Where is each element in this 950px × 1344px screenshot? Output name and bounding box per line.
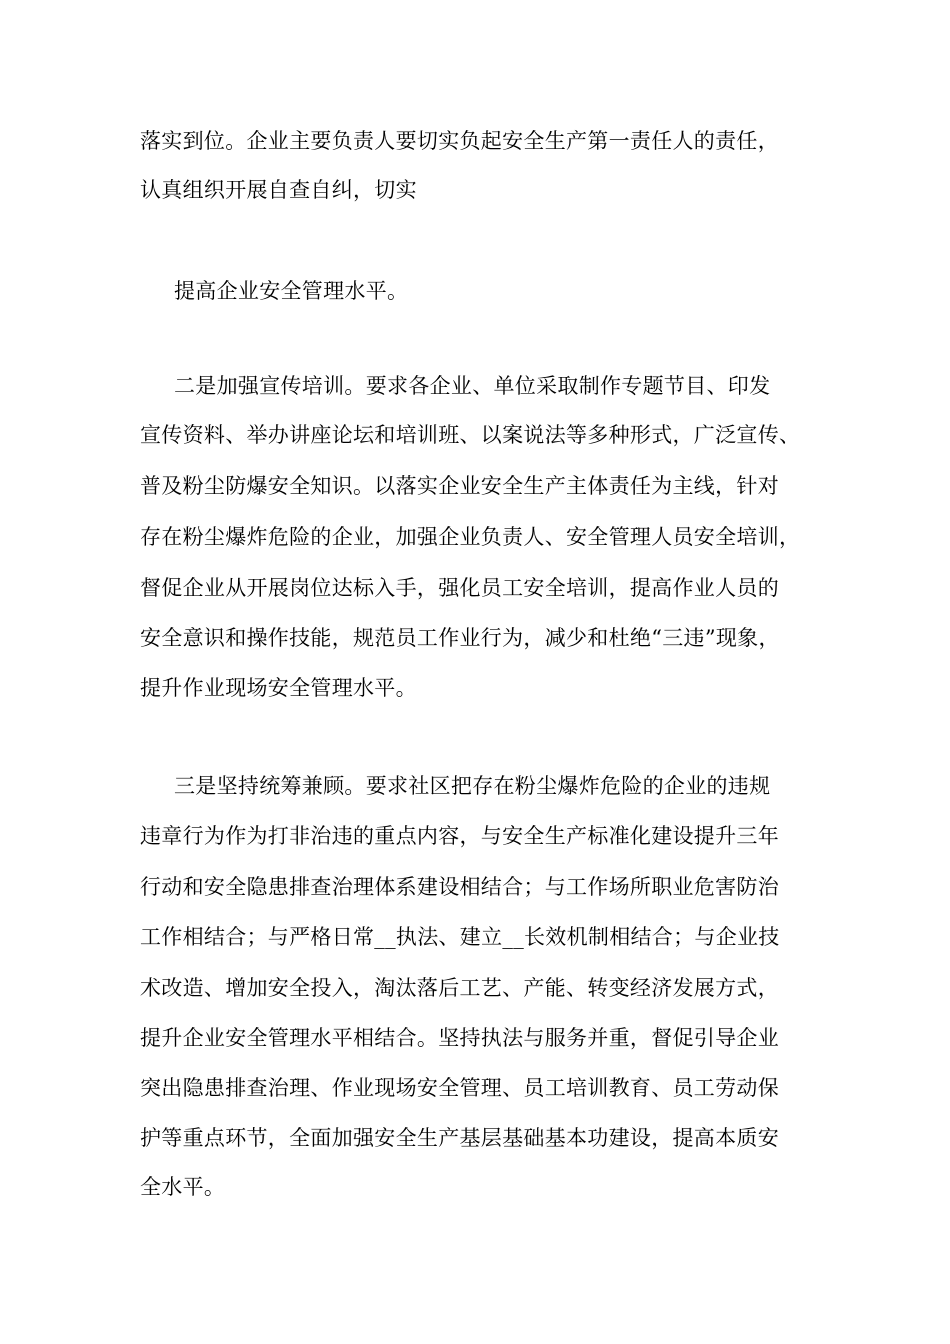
paragraph-heading-line: 三是坚持统筹兼顾。要求社区把存在粉尘爆炸危险的企业的违规 [174, 774, 771, 798]
text-line: 术改造、增加安全投入，淘汰落后工艺、产能、转变经济发展方式， [140, 976, 779, 1000]
text-line: 存在粉尘爆炸危险的企业，加强企业负责人、安全管理人员安全培训， [140, 525, 801, 549]
text-line: 行动和安全隐患排查治理体系建设相结合；与工作场所职业危害防治 [140, 875, 779, 899]
text-line: 安全意识和操作技能，规范员工作业行为，减少和杜绝“三违”现象， [140, 626, 780, 650]
text-line: 提升企业安全管理水平相结合。坚持执法与服务并重，督促引导企业 [140, 1026, 779, 1050]
text-line: 突出隐患排查治理、作业现场安全管理、员工培训教育、员工劳动保 [140, 1076, 779, 1100]
text-line: 护等重点环节，全面加强安全生产基层基础基本功建设，提高本质安 [140, 1126, 779, 1150]
text-line: 工作相结合；与严格日常__执法、建立__长效机制相结合；与企业技 [140, 925, 780, 949]
text-line: 认真组织开展自查自纠，切实 [140, 178, 417, 202]
text-line: 提升作业现场安全管理水平。 [140, 676, 417, 700]
text-line: 督促企业从开展岗位达标入手，强化员工安全培训，提高作业人员的 [140, 576, 779, 600]
text-line: 提高企业安全管理水平。 [174, 279, 409, 303]
text-line: 全水平。 [140, 1175, 226, 1199]
text-line: 落实到位。企业主要负责人要切实负起安全生产第一责任人的责任， [140, 129, 779, 153]
text-line: 宣传资料、举办讲座论坛和培训班、以案说法等多种形式，广泛宣传、 [140, 423, 801, 447]
text-line: 普及粉尘防爆安全知识。以落实企业安全生产主体责任为主线，针对 [140, 474, 779, 498]
paragraph-heading-line: 二是加强宣传培训。要求各企业、单位采取制作专题节目、印发 [174, 374, 771, 398]
text-line: 违章行为作为打非治违的重点内容，与安全生产标准化建设提升三年 [140, 824, 779, 848]
